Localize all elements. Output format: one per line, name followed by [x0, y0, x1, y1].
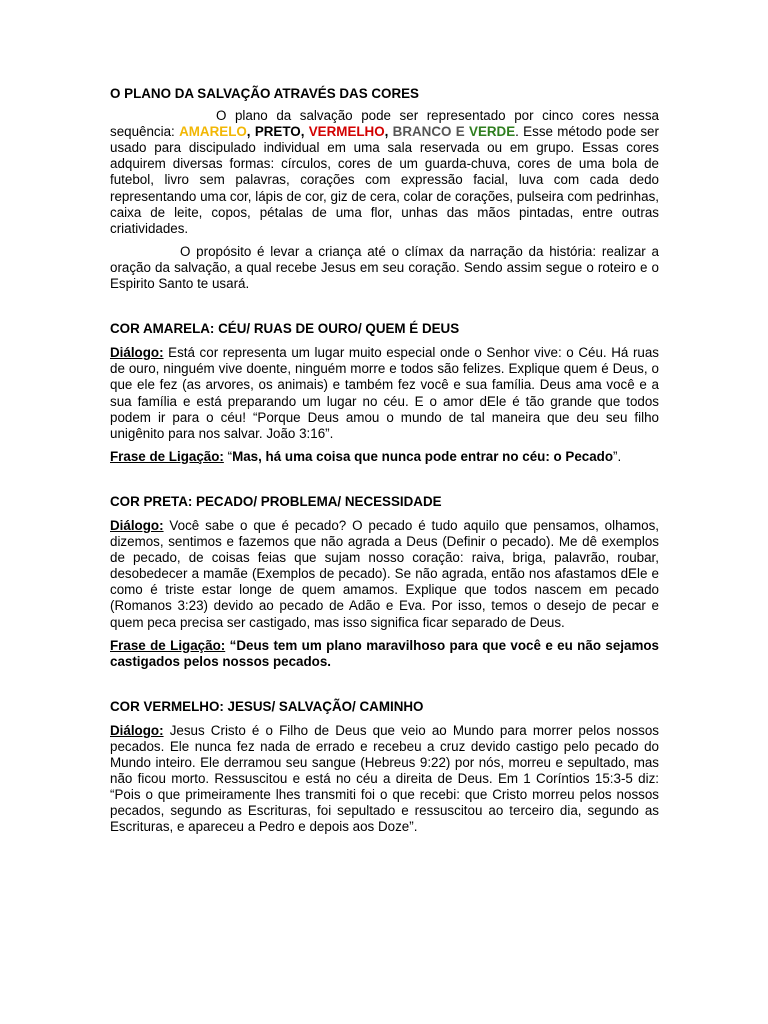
- link-phrase-text: “Deus tem um plano maravilhoso para que você e eu não sejamos castigados pelos nossos pecados.: [110, 637, 659, 669]
- dialog-label: Diálogo:: [110, 345, 164, 361]
- section-heading-preta: COR PRETA: PECADO/ PROBLEMA/ NECESSIDADE: [110, 493, 442, 509]
- dialog-paragraph-preta: [110, 518, 659, 631]
- color-word-preto: PRETO: [254, 124, 301, 140]
- section-heading-amarela: COR AMARELA: CÉU/ RUAS DE OURO/ QUEM É DEUS: [110, 321, 460, 337]
- dialog-label: Diálogo:: [110, 722, 164, 738]
- dialog-text: Está cor representa um lugar muito especial onde o Senhor vive: o Céu. Há ruas de ouro, ninguém vive doente, ninguém morre e todos são felizes. Explique quem é Deus, o que ele fez (as arvores, os animais) e também fez você e sua família. Deus ama você e a sua família e está preparando um lugar no céu. E o amor dEle é tão grande que todos podem ir para o céu! “Porque Deus amou o mundo de tal maneira que deu seu filho unigênito para nos salvar. João 3:16”.: [110, 345, 659, 441]
- link-label: Frase de Ligação:: [110, 448, 224, 464]
- dialog-text: Você sabe o que é pecado? O pecado é tudo aquilo que pensamos, olhamos, dizemos, sentimos e fazemos que não agrada a Deus (Definir o pecado). Me dê exemplos de pecado, de coisas feias que sujam nosso coração: raiva, briga, palavrão, roubar, desobedecer a mamãe (Exemplos de pecado). Se não agrada, então nos afastamos dEle e como é triste estar longe de quem amamos. Explique que todos nascem em pecado (Romanos 3:23) devido ao pecado de Adão e Eva. Por isso, temos o desejo de pecar e quem peca precisa ser castigado, mas isso significa ficar separado de Deus.: [110, 517, 659, 630]
- link-phrase-preta: [110, 638, 659, 670]
- color-word-amarelo: AMARELO: [179, 124, 247, 140]
- document-title: O PLANO DA SALVAÇÃO ATRAVÉS DAS CORES: [110, 86, 419, 101]
- color-word-vermelho: VERMELHO: [308, 124, 385, 140]
- dialog-text: Jesus Cristo é o Filho de Deus que veio ao Mundo para morrer pelos nossos pecados. Ele nunca fez nada de errado e recebeu a cruz devido castigo pelo pecado do Mundo inteiro. Ele derramou seu sangue (Hebreus 9:22) por nós, morreu e sepultado, mas não ficou morto. Ressuscitou e está no céu a direita de Deus. Em 1 Coríntios 15:3-5 diz: “Pois o que primeiramente lhes transmiti foi o que recebi: que Cristo morreu pelos nossos pecados, segundo as Escrituras, foi sepultado e ressuscitou ao terceiro dia, segundo as Escrituras, e apareceu a Pedro e depois aos Doze”.: [110, 722, 659, 835]
- section-amarela: [110, 321, 659, 465]
- link-phrase-amarela: Frase de Ligação: “Mas, há uma coisa que nunca pode entrar no céu: o Pecado”.: [110, 448, 622, 464]
- color-word-branco: BRANCO: [392, 124, 452, 140]
- color-word-verde: VERDE: [469, 124, 516, 140]
- dialog-paragraph-amarela: [110, 345, 659, 442]
- intro-paragraph-1: O plano da salvação pode ser representado por cinco cores nessa sequência: AMARELO, PRETO, VERMELHO, BRANCO E VERDE. Esse método pode ser usado para discipulado individual em uma sala reservada ou em grupo. Essas cores adquirem diversas formas: círculos, cores de um guarda-chuva, cores de uma bola de futebol, livro sem palavras, corações com expressão facial, luva com cada dedo representando uma cor, lápis de cor, giz de cera, colar de corações, pulseira com pedrinhas, caixa de leite, copos, pétalas de uma flor, unhas das mãos pintadas, entre outras criatividades.: [110, 108, 659, 236]
- color-word-e: E: [455, 124, 465, 140]
- intro-text-end: . Esse método pode ser usado para discipulado individual em uma sala reservada ou em grupo. Essas cores adquirem diversas formas: círculos, cores de um guarda-chuva, cores de uma bola de futebol, livro sem palavras, corações com expressão facial, luva com cada dedo representando uma cor, lápis de cor, giz de cera, colar de corações, pulseira com pedrinhas, caixa de leite, copos, pétalas de uma flor, unhas das mãos pintadas, entre outras criatividades.: [110, 124, 659, 236]
- dialog-paragraph-vermelho: [110, 723, 659, 836]
- link-label: Frase de Ligação:: [110, 637, 226, 653]
- section-vermelho: [110, 699, 659, 836]
- intro-paragraph-2: O propósito é levar a criança até o clímax da narração da história: realizar a oração da salvação, a qual recebe Jesus em seu coração. Sendo assim segue o roteiro e o Espirito Santo te usará.: [110, 243, 659, 292]
- dialog-label: Diálogo:: [110, 517, 164, 533]
- section-preta: [110, 494, 659, 670]
- intro-text-start: O plano da salvação pode ser representado por cinco cores nessa sequência:: [110, 108, 659, 140]
- document-page: [110, 86, 659, 836]
- link-phrase-text: Mas, há uma coisa que nunca pode entrar no céu: o Pecado: [232, 448, 614, 464]
- section-heading-vermelho: COR VERMELHO: JESUS/ SALVAÇÃO/ CAMINHO: [110, 698, 424, 714]
